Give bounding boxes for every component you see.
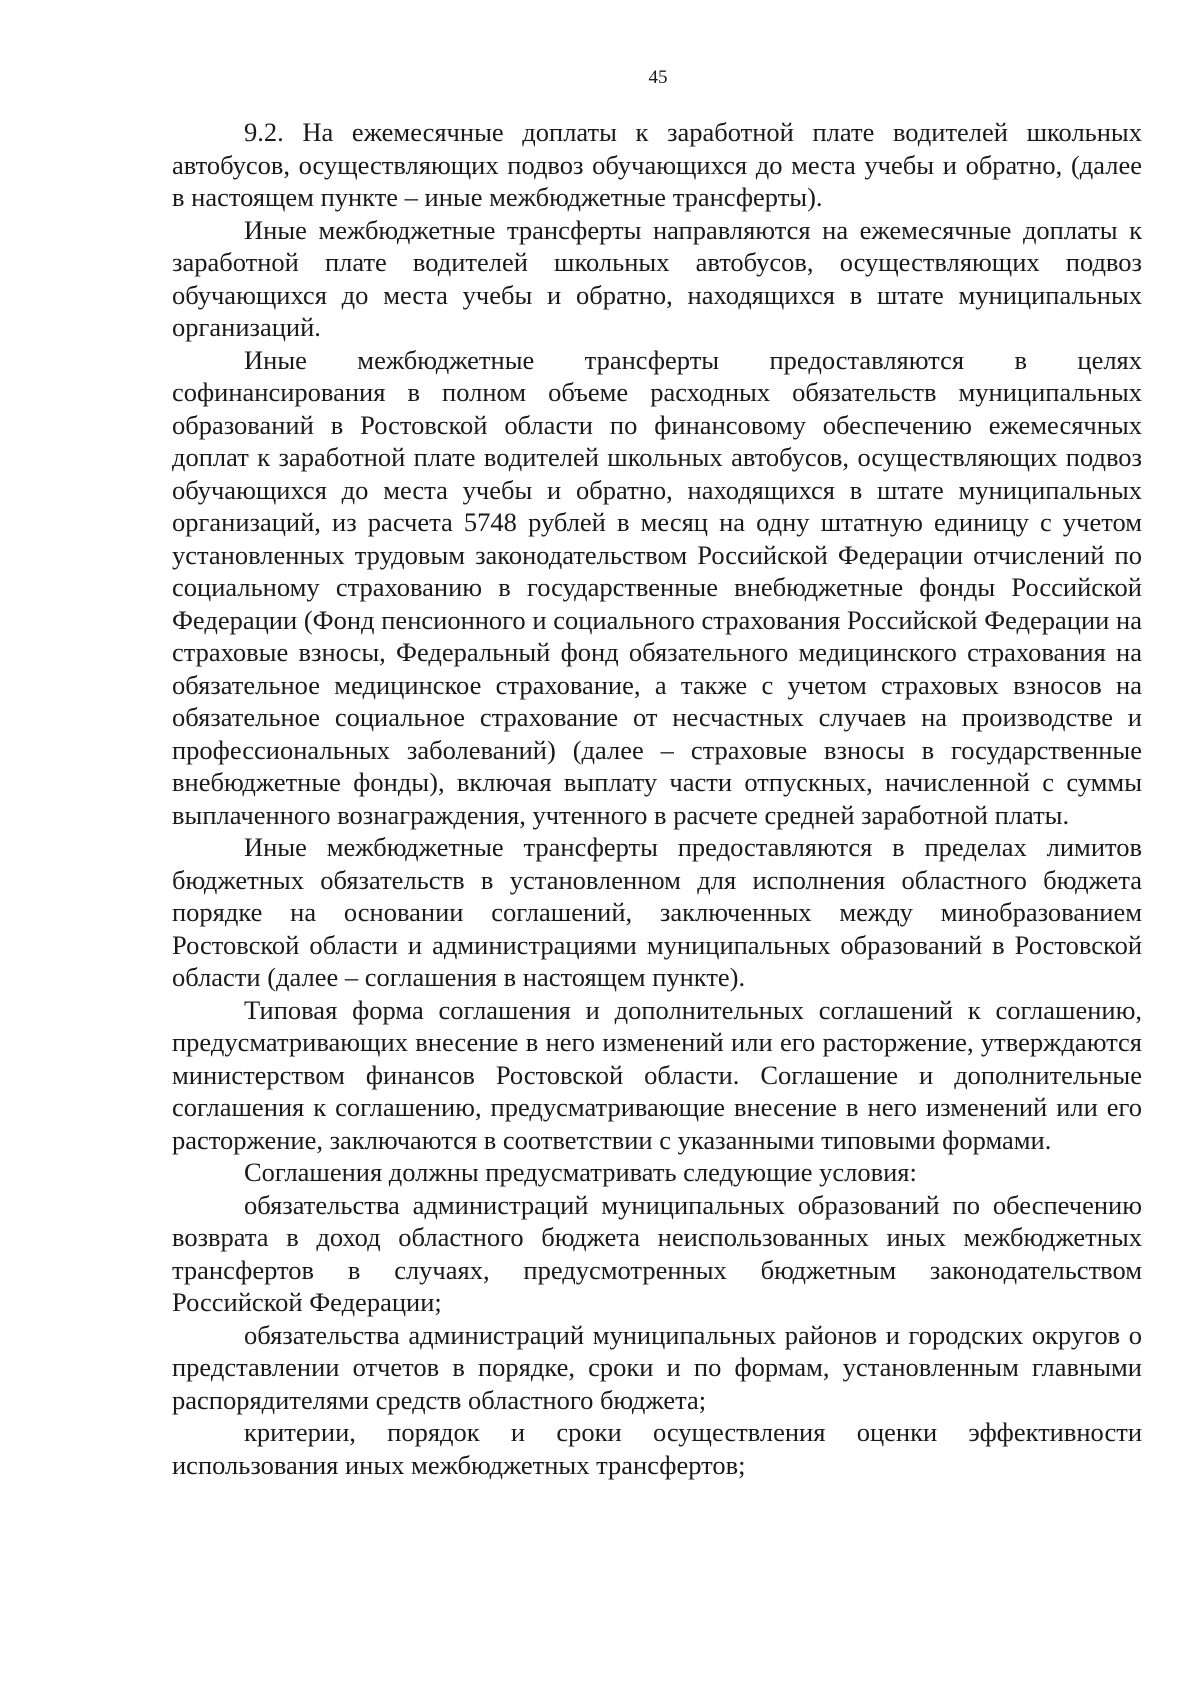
paragraph-cofinancing: Иные межбюджетные трансферты предоставляются в целях софинансирования в полном объеме расходных обязательств муниципальных образований в Ростовской области по финансовому обеспечению ежемесячных доплат к заработной плате водителей школьных автобусов, осуществляющих подвоз обучающихся до места учебы и обратно, находящихся в штате муниципальных организаций, из расчета 5748 рублей в месяц на одну штатную единицу с учетом установленных трудовым законодательством Российской Федерации отчислений по социальному страхованию в государственные внебюджетные фонды Российской Федерации (Фонд пенсионного и социального страхования Российской Федерации на страховые взносы, Федеральный фонд обязательного медицинского страхования на обязательное медицинское страхование, а также с учетом страховых взносов на обязательное социальное страхование от несчастных случаев на производстве и профессиональных заболеваний) (далее – страховые взносы в государственные внебюджетные фонды), включая выплату части отпускных, начисленной с суммы выплаченного вознаграждения, учтенного в расчете средней заработной платы. <box>172 344 1142 830</box>
paragraph-conditions-intro: Соглашения должны предусматривать следующие условия: <box>244 1157 917 1187</box>
paragraph-purpose: Иные межбюджетные трансферты направляются на ежемесячные доплаты к заработной плате водителей школьных автобусов, осуществляющих подвоз обучающихся до места учебы и обратно, находящихся в штате муниципальных организаций. <box>172 214 1142 342</box>
paragraph-condition-efficiency: критерии, порядок и сроки осуществления оценки эффективности использования иных межбюджетных трансфертов; <box>172 1417 1142 1480</box>
paragraph-condition-return: обязательства администраций муниципальных образований по обеспечению возврата в доход областного бюджета неиспользованных иных межбюджетных трансфертов в случаях, предусмотренных бюджетным законодательством Российской Федерации; <box>172 1189 1142 1317</box>
page-number: 45 <box>648 67 668 88</box>
paragraph-standard-form: Типовая форма соглашения и дополнительных соглашений к соглашению, предусматривающих внесение в него изменений или его расторжение, утверждаются министерством финансов Ростовской области. Соглашение и дополнительные соглашения к соглашению, предусматривающие внесение в него изменений или его расторжение, заключаются в соответствии с указанными типовыми формами. <box>172 994 1142 1155</box>
paragraph-9-2-heading: 9.2. На ежемесячные доплаты к заработной плате водителей школьных автобусов, осуществляющих подвоз обучающихся до места учебы и обратно, (далее в настоящем пункте – иные межбюджетные трансферты). <box>172 117 1142 212</box>
document-body <box>172 116 1142 1481</box>
paragraph-condition-reports: обязательства администраций муниципальных районов и городских округов о представлении отчетов в порядке, сроки и по формам, установленным главными распорядителями средств областного бюджета; <box>172 1319 1142 1415</box>
paragraph-limits: Иные межбюджетные трансферты предоставляются в пределах лимитов бюджетных обязательств в установленном для исполнения областного бюджета порядке на основании соглашений, заключенных между минобразованием Ростовской области и администрациями муниципальных образований в Ростовской области (далее – соглашения в настоящем пункте). <box>172 832 1142 992</box>
